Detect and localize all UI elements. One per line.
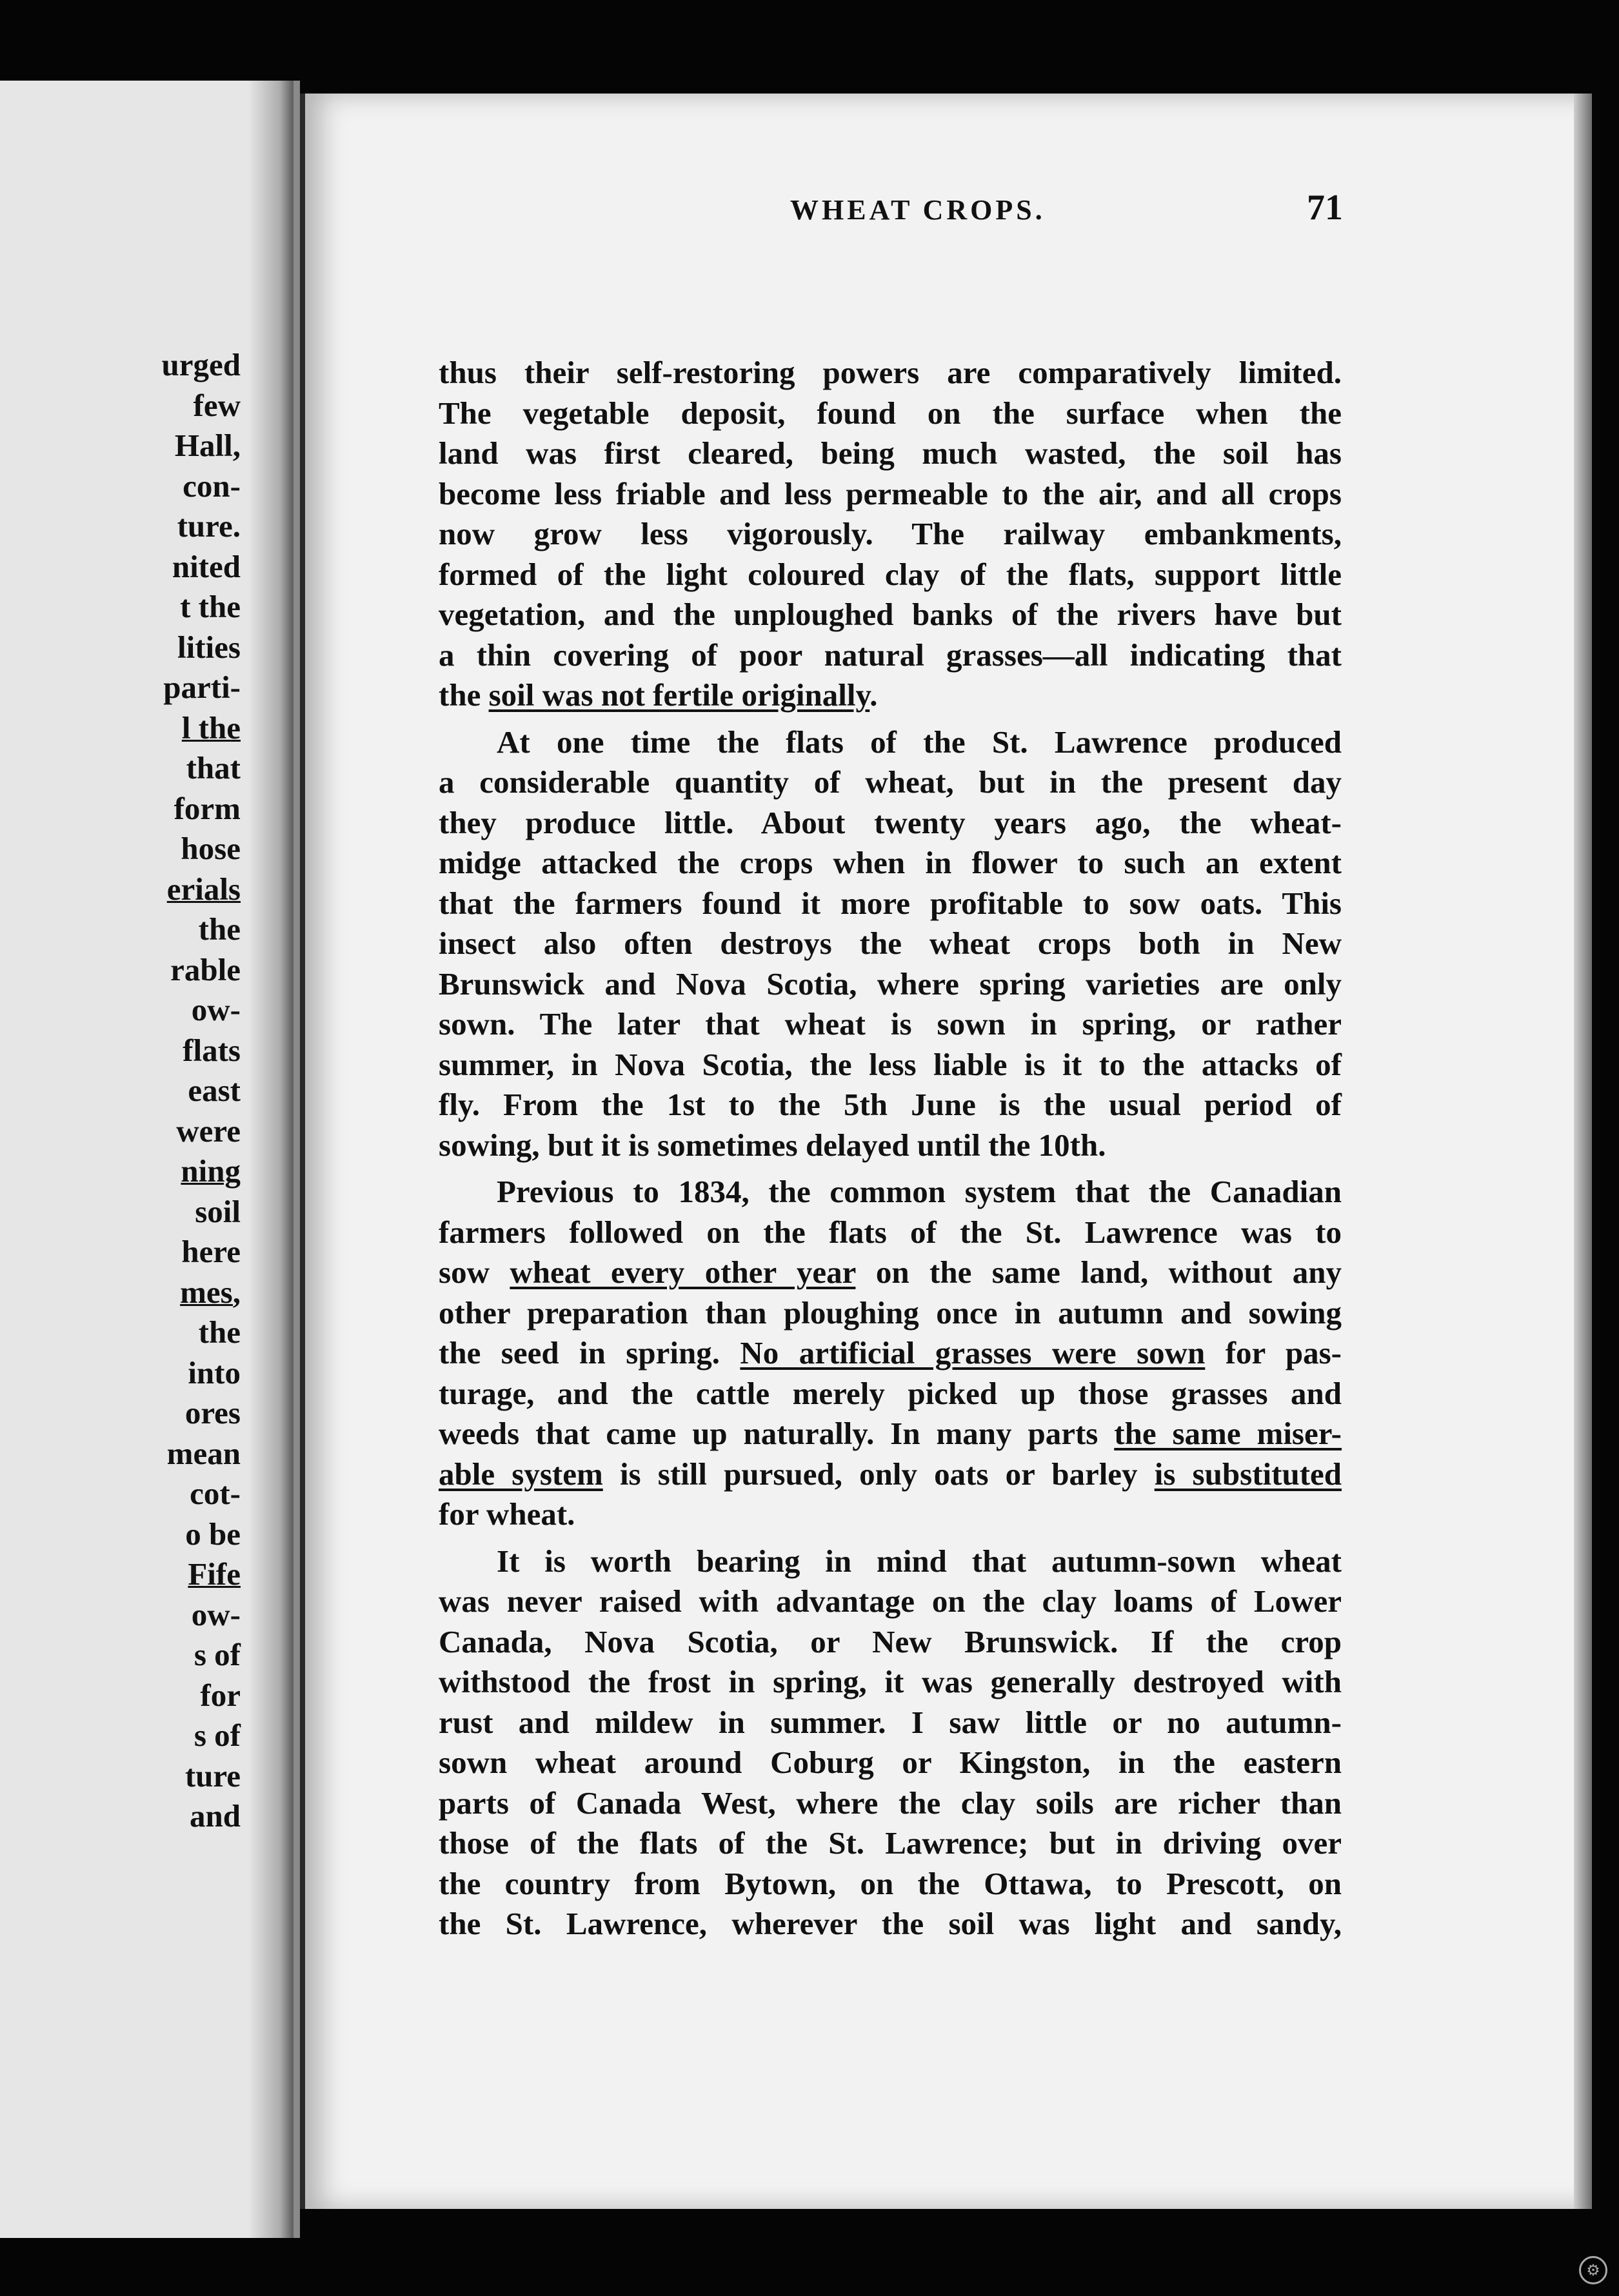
fragment-line: soil xyxy=(195,1193,241,1229)
previous-page-text xyxy=(162,345,241,1837)
fragment-line: few xyxy=(193,387,241,423)
fragment-line: erials xyxy=(166,871,241,907)
text-line: fly. From the 1st to the 5th June is the usual period of xyxy=(439,1087,1342,1122)
text-line xyxy=(439,1333,1342,1374)
text-line: At one time the flats of the St. Lawrence produced xyxy=(497,724,1342,760)
text-line: sown. The later that wheat is sown in spring, or rather xyxy=(439,1006,1342,1042)
text-line: other preparation than ploughing once in autumn and sowing xyxy=(439,1294,1342,1331)
page-number: 71 xyxy=(1307,188,1343,228)
text-run: sow xyxy=(439,1254,510,1290)
text-run: on the same land, without any xyxy=(855,1254,1342,1290)
text-line: they produce little. About twenty years ago, the wheat- xyxy=(439,804,1342,840)
pencil-underline: is substituted xyxy=(1154,1456,1342,1492)
text-line: that the farmers found it more profitable to sow oats. This xyxy=(439,885,1342,921)
text-line: Previous to 1834, the common system that the Canadian xyxy=(497,1174,1342,1209)
page-edge xyxy=(1574,94,1592,2209)
fragment-line: into xyxy=(188,1354,241,1390)
fragment-line: form xyxy=(174,790,241,826)
text-line xyxy=(439,675,1342,716)
pencil-underline: soil was not fertile originally xyxy=(488,677,870,713)
text-line: vegetation, and the unploughed banks of the rivers have but xyxy=(439,597,1342,632)
text-line: thus their self-restoring powers are comparatively limited. xyxy=(439,355,1342,390)
fragment-line: were xyxy=(176,1113,241,1149)
text-line: turage, and the cattle merely picked up those grasses and xyxy=(439,1375,1342,1411)
paragraph-gap xyxy=(439,1535,1342,1541)
text-run: weeds that came up naturally. In many parts xyxy=(439,1416,1115,1451)
text-line: midge attacked the crops when in flower to such an extent xyxy=(439,845,1342,880)
fragment-line: ture. xyxy=(177,508,241,544)
text-line: land was first cleared, being much wasted, the soil has xyxy=(439,435,1342,471)
text-line: formed of the light coloured clay of the flats, support little xyxy=(439,556,1342,592)
text-line: sowing, but it is sometimes delayed until the 10th. xyxy=(439,1127,1106,1163)
text-line xyxy=(439,1414,1342,1454)
fragment-line: east xyxy=(188,1073,241,1108)
text-run: the seed in spring. xyxy=(439,1335,740,1371)
fragment-line: mean xyxy=(166,1435,241,1471)
fragment-line: t the xyxy=(180,589,241,624)
text-line xyxy=(439,1252,1342,1293)
text-line: insect also often destroys the wheat crops both in New xyxy=(439,925,1342,961)
fragment-line: ture xyxy=(184,1757,241,1794)
text-run: is still pursued, only oats or barley xyxy=(602,1456,1155,1492)
fragment-line: parti- xyxy=(163,669,241,705)
text-line: Canada, Nova Scotia, or New Brunswick. If the crop xyxy=(439,1623,1342,1659)
fragment-line: cot- xyxy=(190,1476,241,1511)
fragment-line: Hall, xyxy=(174,428,241,463)
text-line: those of the flats of the St. Lawrence; but in driving over xyxy=(439,1825,1342,1861)
fragment-line: o be xyxy=(185,1516,241,1552)
fragment-line: mes, xyxy=(180,1274,241,1310)
fragment-line: s of xyxy=(194,1637,241,1672)
text-line: rust and mildew in summer. I saw little or no autumn- xyxy=(439,1704,1342,1740)
pencil-underline: able system xyxy=(439,1456,603,1492)
running-head: WHEAT CROPS. xyxy=(790,194,1046,226)
paragraph-gap xyxy=(439,1165,1342,1172)
fragment-line: ow- xyxy=(191,992,241,1027)
fragment-line: here xyxy=(181,1234,241,1269)
previous-page-edge xyxy=(0,81,300,2238)
fragment-line: rable xyxy=(170,951,241,987)
text-line: farmers followed on the flats of the St. Lawrence was to xyxy=(439,1214,1342,1250)
fragment-line: lities xyxy=(177,629,241,665)
text-line: withstood the frost in spring, it was generally destroyed with xyxy=(439,1664,1342,1699)
text-line: summer, in Nova Scotia, the less liable is it to the attacks of xyxy=(439,1046,1342,1082)
gutter-shadow xyxy=(248,81,293,2238)
text-line: for wheat. xyxy=(439,1496,575,1532)
body-text xyxy=(439,353,1342,1945)
fragment-line: ores xyxy=(184,1395,241,1430)
fragment-line: flats xyxy=(183,1032,241,1068)
fragment-line: con- xyxy=(183,468,241,504)
scan-stamp-icon: ⚙ xyxy=(1579,2256,1607,2284)
fragment-line: l the xyxy=(181,709,241,746)
text-line: The vegetable deposit, found on the surface when the xyxy=(439,395,1342,431)
text-line: become less friable and less permeable to the air, and all crops xyxy=(439,475,1342,511)
text-run: . xyxy=(869,677,878,713)
text-run: for pas- xyxy=(1205,1335,1342,1371)
text-line: now grow less vigorously. The railway embankments, xyxy=(439,516,1342,551)
fragment-line: the xyxy=(198,1314,241,1350)
text-line: the St. Lawrence, wherever the soil was light and sandy, xyxy=(439,1906,1342,1941)
fragment-line: Fife xyxy=(188,1556,241,1592)
pencil-underline: wheat every other year xyxy=(510,1254,856,1290)
text-line: sown wheat around Coburg or Kingston, in the eastern xyxy=(439,1745,1342,1780)
fragment-line: and xyxy=(189,1798,241,1834)
paragraph-gap xyxy=(439,716,1342,722)
pencil-underline: No artificial grasses were sown xyxy=(740,1335,1206,1371)
fragment-line: that xyxy=(186,750,241,786)
fragment-line: s of xyxy=(194,1717,241,1753)
text-run: the xyxy=(439,677,489,713)
text-line: was never raised with advantage on the clay loams of Lower xyxy=(439,1583,1342,1619)
text-line: It is worth bearing in mind that autumn-sown wheat xyxy=(497,1543,1342,1579)
fragment-line: ning xyxy=(181,1153,241,1189)
text-line: parts of Canada West, where the clay soils are richer than xyxy=(439,1785,1342,1821)
text-line: the country from Bytown, on the Ottawa, to Prescott, on xyxy=(439,1865,1342,1901)
text-line xyxy=(439,1454,1342,1495)
fragment-line: ow- xyxy=(191,1596,241,1632)
fragment-line: nited xyxy=(172,548,241,584)
fragment-line: for xyxy=(200,1677,241,1713)
fragment-line: hose xyxy=(181,831,241,866)
pencil-underline: the same miser- xyxy=(1114,1416,1342,1451)
text-line: a thin covering of poor natural grasses—all indicating that xyxy=(439,637,1342,673)
text-line: Brunswick and Nova Scotia, where spring varieties are only xyxy=(439,965,1342,1002)
fragment-line: urged xyxy=(161,347,241,382)
text-line: a considerable quantity of wheat, but in the present day xyxy=(439,764,1342,800)
fragment-line: the xyxy=(198,911,241,947)
